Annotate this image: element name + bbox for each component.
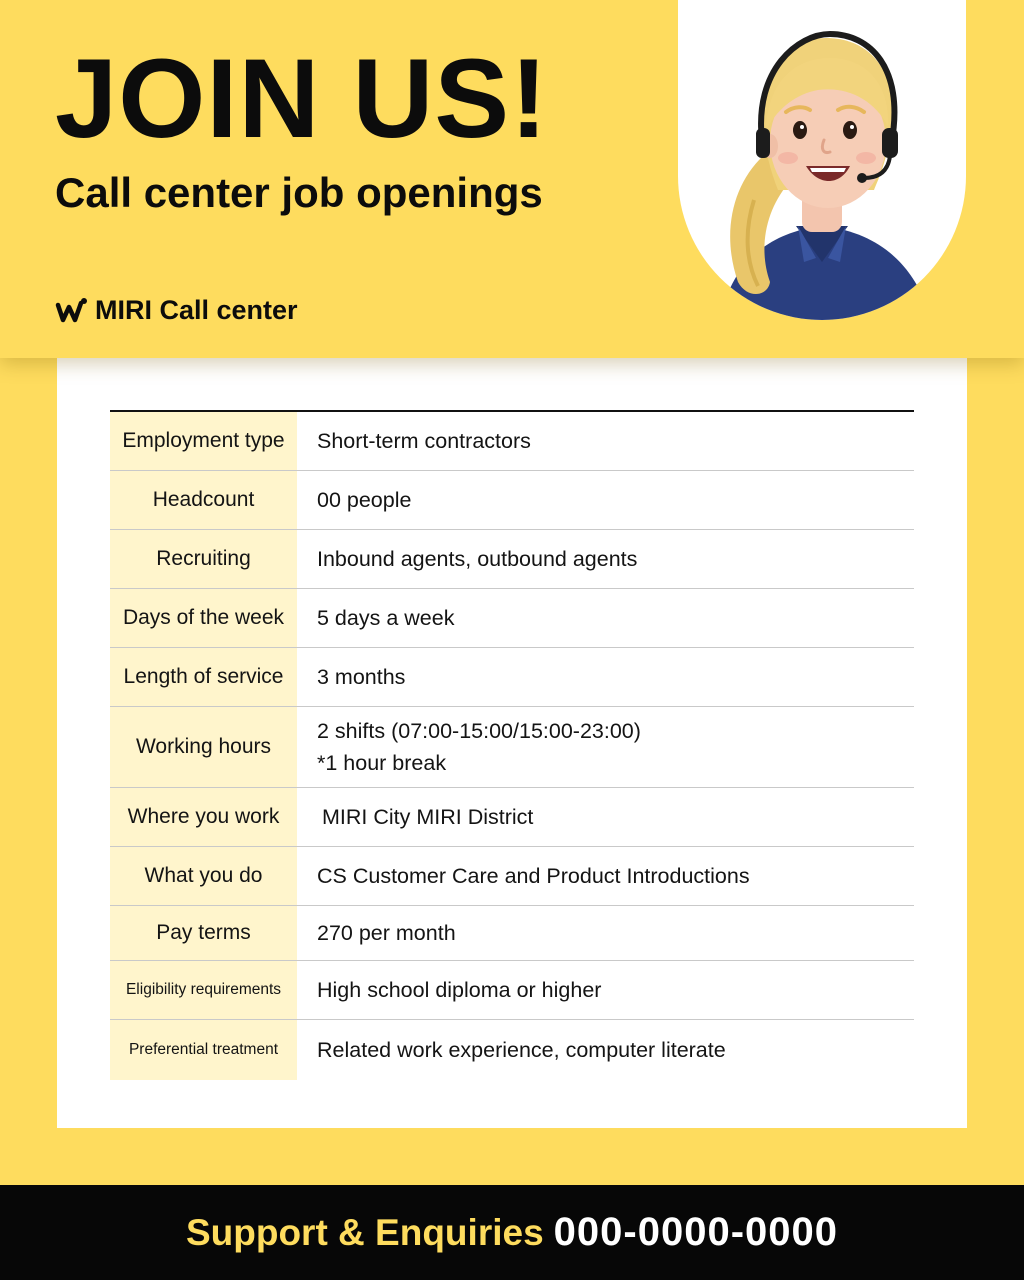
row-value [297,788,914,846]
footer [0,1185,1024,1280]
page-subtitle: Call center job openings [55,169,543,216]
support-phone[interactable]: 000-0000-0000 [553,1210,839,1254]
row-label: Eligibility requirements [110,961,297,1019]
table-row [110,788,914,847]
table-row [110,530,914,589]
job-details-table [110,410,914,1080]
avatar-frame [678,0,966,320]
row-value-line: 2 shifts (07:00-15:00/15:00-23:00) [317,719,641,743]
table-row [110,961,914,1020]
row-label: Preferential treatment [110,1020,297,1080]
miri-w-logo-icon [55,297,89,323]
row-value-line: *1 hour break [317,751,447,775]
row-label: Employment type [110,412,297,470]
row-label: Length of service [110,648,297,706]
row-value: Short-term contractors [317,429,531,453]
page-title: JOIN US! [55,36,549,161]
brand [55,290,298,330]
table-row [110,847,914,906]
row-label: What you do [110,847,297,905]
row-value: 5 days a week [317,606,455,630]
row-label: Pay terms [110,906,297,960]
row-label: Headcount [110,471,297,529]
table-row [110,1020,914,1080]
brand-name: MIRI Call center [95,294,298,325]
row-label: Recruiting [110,530,297,588]
row-value: Inbound agents, outbound agents [317,547,638,571]
row-value: 270 per month [317,921,456,945]
row-value: 00 people [317,488,412,512]
table-row [110,471,914,530]
row-label: Where you work [110,788,297,846]
row-value [297,707,914,787]
row-label: Days of the week [110,589,297,647]
row-label: Working hours [110,707,297,787]
row-value: High school diploma or higher [317,978,602,1002]
table-row [110,906,914,961]
header [0,0,1024,358]
row-value: 3 months [317,665,406,689]
call-center-agent-avatar [678,0,966,320]
table-row [110,589,914,648]
table-row [110,707,914,788]
row-value: CS Customer Care and Product Introductions [317,864,750,888]
support-label: Support & Enquiries [185,1211,544,1253]
table-row [110,412,914,471]
row-value-line: MIRI City MIRI District [322,805,534,829]
row-value: Related work experience, computer literate [317,1038,726,1062]
table-row [110,648,914,707]
